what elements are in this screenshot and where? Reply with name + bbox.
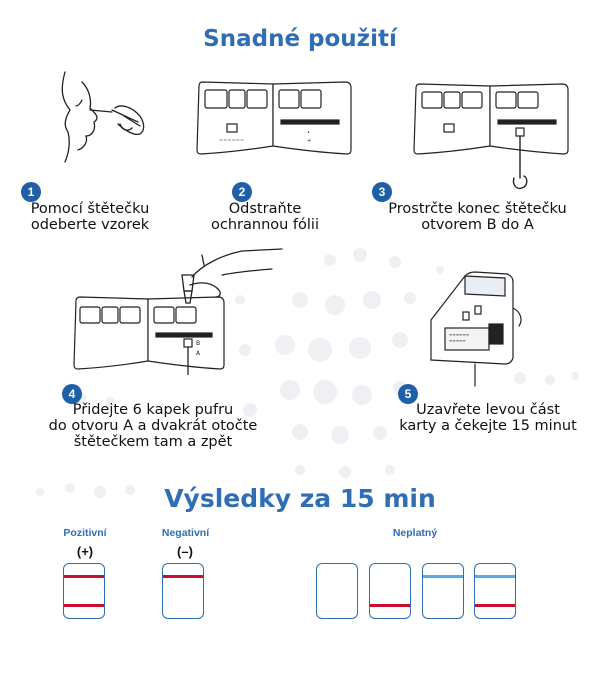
step-badge-2: 2 — [232, 182, 252, 202]
negative-label: Negativní — [161, 527, 210, 539]
svg-text:≡≡≡≡≡: ≡≡≡≡≡ — [449, 338, 466, 343]
negative-symbol: (–) — [177, 544, 193, 559]
test-line — [370, 604, 410, 607]
svg-text:A: A — [196, 350, 201, 357]
step-badge-1: 1 — [21, 182, 41, 202]
step-caption-1: Pomocí štětečku odeberte vzorek — [30, 201, 150, 233]
control-line — [163, 575, 203, 578]
step-badge-5: 5 — [398, 384, 418, 404]
step-caption-5: Uzavřete levou část karty a čekejte 15 minut — [399, 402, 577, 434]
swab-insert-illustration — [412, 82, 572, 192]
result-card-invalid-blue-control — [422, 563, 464, 619]
test-card-open-illustration — [195, 80, 355, 160]
svg-text:B: B — [196, 340, 201, 347]
swab-nose-illustration — [20, 70, 155, 165]
svg-text:≡≡≡≡≡≡: ≡≡≡≡≡≡ — [449, 332, 470, 337]
step-badge-4: 4 — [62, 384, 82, 404]
control-line — [475, 575, 515, 578]
step-caption-4: Přidejte 6 kapek pufru do otvoru A a dvakrát otočte štětečkem tam a zpět — [48, 402, 258, 450]
test-line — [64, 604, 104, 607]
test-line — [475, 604, 515, 607]
positive-label: Pozitivní — [63, 527, 107, 539]
step-caption-3: Prostrčte konec štětečku otvorem B do A — [388, 201, 567, 233]
control-line — [423, 575, 463, 578]
step-badge-3: 3 — [372, 182, 392, 202]
result-card-positive — [63, 563, 105, 619]
positive-symbol: (+) — [76, 544, 94, 559]
results-title: Výsledky za 15 min — [164, 484, 436, 513]
card-closed-illustration — [425, 268, 530, 388]
result-card-invalid-blue-both — [474, 563, 516, 619]
add-buffer-illustration — [72, 245, 287, 375]
svg-text:+: + — [307, 138, 312, 144]
page-title: Snadné použití — [203, 26, 397, 52]
result-card-invalid-blank — [316, 563, 358, 619]
step-caption-2: Odstraňte ochrannou fólii — [211, 201, 319, 233]
result-card-invalid-test-only — [369, 563, 411, 619]
control-line — [64, 575, 104, 578]
result-card-negative — [162, 563, 204, 619]
svg-text:~~~~~~: ~~~~~~ — [219, 138, 245, 144]
svg-text:•: • — [307, 130, 310, 136]
invalid-label: Neplatný — [392, 527, 438, 539]
